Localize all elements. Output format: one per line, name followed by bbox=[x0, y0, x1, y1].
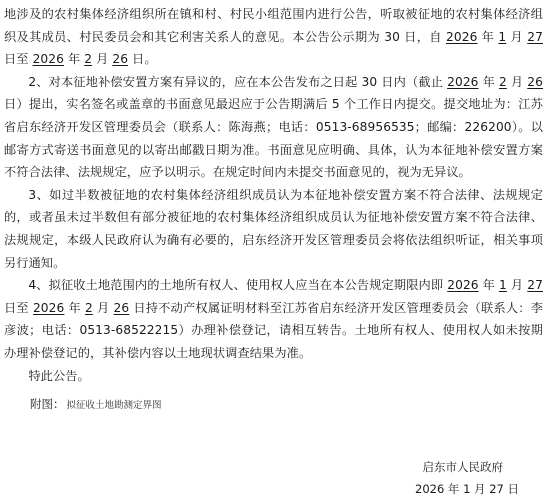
text-year: 年 bbox=[478, 278, 500, 293]
start-month: 1 bbox=[499, 278, 507, 293]
text-month: 月 bbox=[506, 29, 528, 44]
end-month: 2 bbox=[84, 52, 93, 67]
attachment-link[interactable]: 拟征收土地勘测定界图 bbox=[66, 400, 162, 411]
deadline-month: 2 bbox=[498, 74, 507, 89]
attachment-line bbox=[30, 394, 162, 416]
text-day-to: 日至 bbox=[4, 52, 33, 67]
deadline-day: 26 bbox=[527, 74, 543, 89]
text-year: 年 bbox=[63, 52, 85, 67]
paragraph-1 bbox=[4, 3, 543, 71]
text-month: 月 bbox=[92, 300, 114, 315]
text-day-to: 日至 bbox=[4, 300, 33, 315]
text-month: 月 bbox=[506, 278, 528, 293]
end-day: 26 bbox=[113, 300, 130, 315]
paragraph-4-rest: 日持不动产权属证明材料至江苏省启东经济开发区管理委员会（联系人：李彦波；电话：0513-68522215）办理补偿登记，请相互转告。土地所有权人、使用权人如未按期办理补偿登记的，其补偿内容以土地现状调查结果为准。 bbox=[4, 300, 543, 360]
text-month: 月 bbox=[92, 52, 113, 67]
text-year: 年 bbox=[477, 29, 499, 44]
paragraph-4-text: 4、拟征收土地范围内的土地所有权人、使用权人应当在本公告规定期限内即 bbox=[28, 278, 448, 293]
start-month: 1 bbox=[498, 29, 507, 44]
paragraph-2-rest: 日）提出，实名签名或盖章的书面意见最迟应于公告期满后 5 个工作日内提交。提交地址为：江苏省启东经济开发区管理委员会（联系人：陈海燕；电话：0513-68956535；邮编：226200）。以邮寄方式寄送书面意见的以寄出邮戳日期为准。书面意见应明确、具体，认为本征地补偿安置方案不符合法律、法规规定，应予以明示。在规定时间内未提交书面意见的，视为无异议。 bbox=[4, 97, 543, 180]
deadline-year: 2026 bbox=[447, 74, 479, 89]
paragraph-4 bbox=[4, 274, 543, 364]
start-day: 27 bbox=[527, 278, 543, 293]
signature-date: 2026 年 1 月 27 日 bbox=[415, 482, 519, 496]
paragraph-3: 3、如过半数被征地的农村集体经济组织成员认为本征地补偿安置方案不符合法律、法规规定的，或者虽未过半数但有部分被征地的农村集体经济组织成员认为征地补偿安置方案不符合法律、法规规定，本级人民政府认为确有必要的，启东经济开发区管理委员会将依法组织听证，相关事项另行通知。 bbox=[4, 187, 543, 270]
end-month: 2 bbox=[85, 300, 93, 315]
paragraph-2-text: 2、对本征地补偿安置方案有异议的，应在本公告发布之日起 30 日内（截止 bbox=[28, 74, 448, 89]
attachment-label: 附图： bbox=[30, 397, 65, 411]
start-year: 2026 bbox=[447, 278, 479, 293]
text-month: 月 bbox=[506, 74, 528, 89]
text-day-end: 日。 bbox=[128, 52, 157, 67]
text-year: 年 bbox=[64, 300, 86, 315]
end-day: 26 bbox=[112, 52, 129, 67]
end-year: 2026 bbox=[32, 300, 65, 315]
signature-organization: 启东市人民政府 bbox=[422, 460, 503, 474]
start-day: 27 bbox=[527, 29, 543, 44]
paragraph-1-text: 地涉及的农村集体经济组织所在镇和村、村民小组范围内进行公告，听取被征地的农村集体经济组织及其成员、村民委员会和其它利害关系人的意见。本公告公示期为 30 日，自 bbox=[4, 7, 543, 44]
notice-body bbox=[4, 3, 543, 387]
paragraph-2 bbox=[4, 71, 543, 184]
start-year: 2026 bbox=[446, 29, 478, 44]
closing-line: 特此公告。 bbox=[28, 368, 90, 383]
end-year: 2026 bbox=[32, 52, 64, 67]
text-year: 年 bbox=[478, 74, 499, 89]
